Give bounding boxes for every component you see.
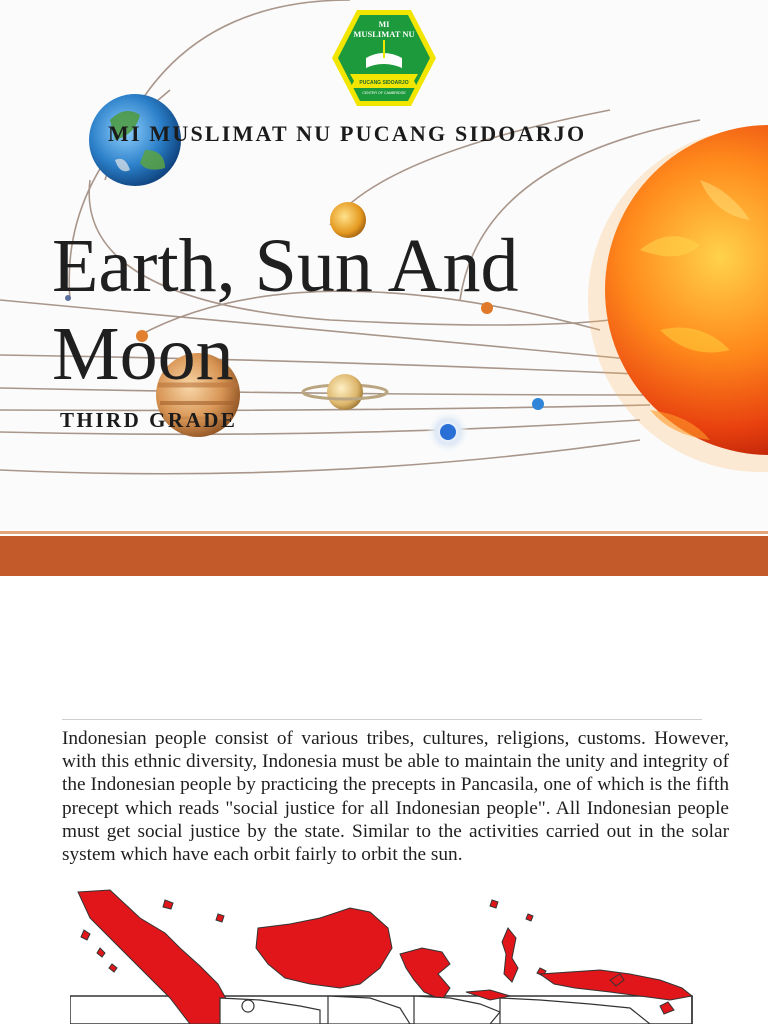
sun-graphic	[588, 125, 768, 472]
slide-title: Earth, Sun And Moon	[52, 224, 519, 396]
logo-line2: MUSLIMAT NU	[353, 29, 415, 39]
borneo-island	[256, 908, 392, 988]
sulawesi-island	[400, 948, 450, 1000]
maluku-islands	[502, 928, 518, 982]
neptune-graphic	[532, 398, 544, 410]
uranus-graphic	[426, 410, 470, 454]
slide-subtitle: THIRD GRADE	[60, 408, 238, 432]
logo-motto: CENTER OF CAMBRIDGE	[362, 91, 406, 95]
body-paragraph: Indonesian people consist of various tribes, cultures, religions, customs. However, with this ethnic diversity, Indonesia must be able to maintain the unity and integrity of the Indonesian people by practicing the precepts in Pancasila, one of which is the fifth precept which reads "social justice for all Indonesian people". All Indonesian people must get social justice by the state. Similar to the activities carried out in the solar system which have each orbit fairly to orbit the sun.	[62, 728, 729, 866]
indonesia-map	[70, 888, 700, 1024]
school-logo	[330, 8, 438, 108]
small-islands	[163, 900, 224, 922]
logo-banner: PUCANG SIDOARJO	[359, 80, 409, 86]
logo-line1: MI	[378, 20, 390, 29]
orbit-line	[0, 440, 640, 474]
north-islands	[490, 900, 546, 976]
accent-band	[0, 536, 768, 576]
divider	[62, 719, 702, 720]
school-name: MI MUSLIMAT NU PUCANG SIDOARJO	[108, 121, 587, 146]
accent-line	[0, 531, 768, 534]
